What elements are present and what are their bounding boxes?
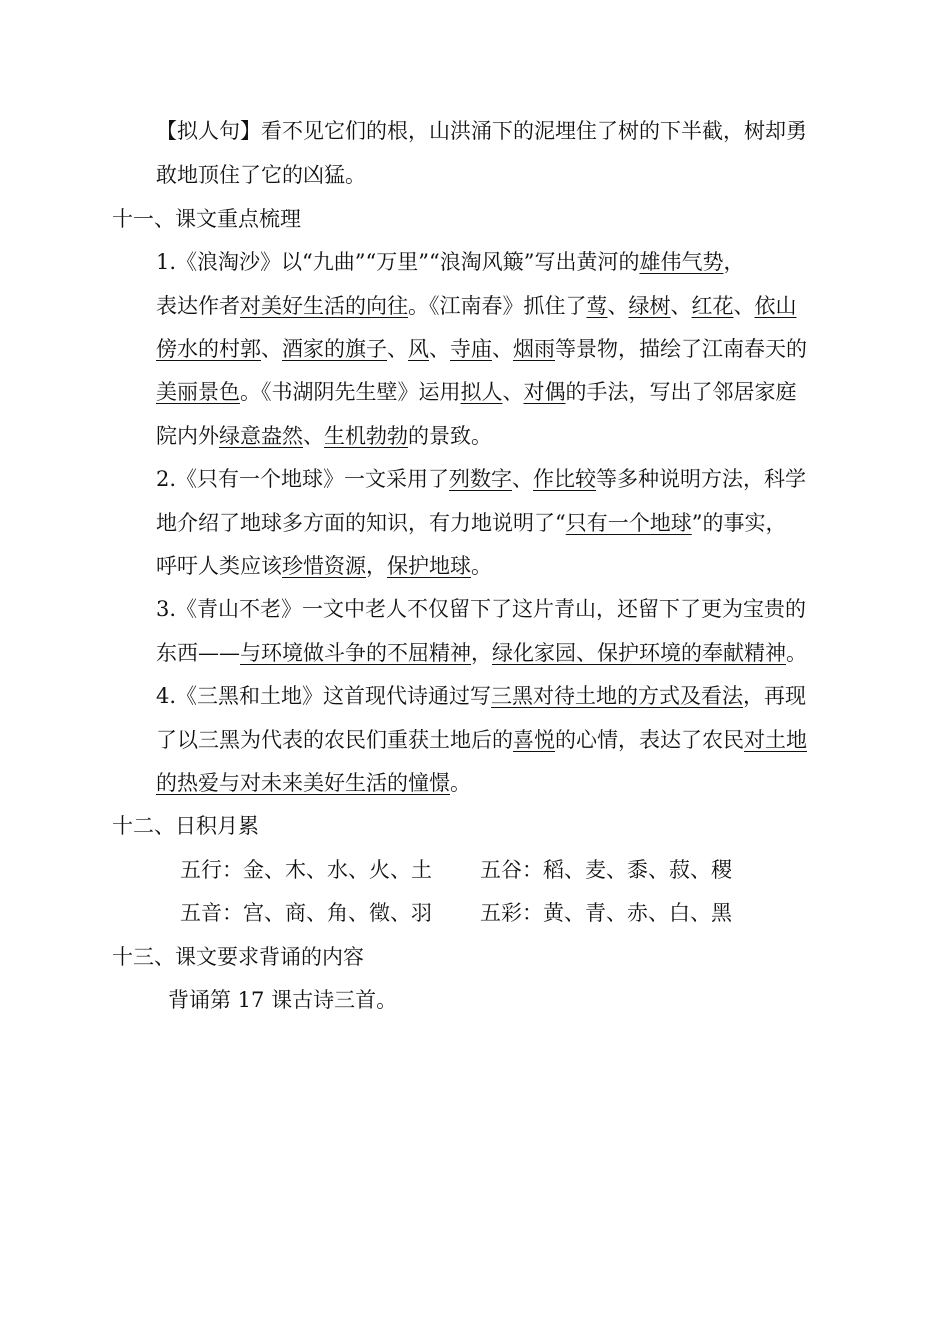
p2-line-2 [156,508,786,538]
p2-underlined: 珍惜资源 [282,554,366,578]
p1-underlined: 酒家的旗子 [282,337,387,361]
p1-text: 、 [492,337,513,361]
p3-underlined: 绿化家园、保护环境的奉献精神 [492,641,786,665]
p2-text: 、 [512,467,534,491]
accumulation-row-1 [180,855,732,885]
p1-text: 表达作者 [156,294,240,318]
personification-text-1: 看不见它们的根，山洪涌下的泥埋住了树的下半截，树却勇 [261,119,807,143]
p1-underlined: 生机勃勃 [324,424,408,448]
p4-text: 4.《三黑和土地》这首现代诗通过写 [156,684,492,708]
p2-text: 等多种说明方法，科学 [596,467,807,491]
p4-text: ，再现 [743,684,807,708]
p1-underlined: 莺 [586,294,608,318]
p2-underlined: 作比较 [533,467,597,491]
p2-text: 地介绍了地球多方面的知识，有力地说明了“ [156,511,566,535]
section-11-title: 十一、课文重点梳理 [112,207,301,231]
p1-underlined: 对美好生活的向往 [240,294,408,318]
p1-underlined: 雄伟气势 [639,250,724,274]
p2-text: 。 [471,554,492,578]
p4-text: 的心情，表达了农民 [555,728,744,752]
p1-text: 、 [429,337,450,361]
p1-underlined: 绿树 [628,294,671,318]
p1-text: 、 [607,294,629,318]
p1-text: 的景致。 [408,424,492,448]
p4-line-2 [156,725,807,755]
p2-text: ， [366,554,387,578]
personification-label: 【拟人句】 [156,119,261,143]
p1-underlined: 绿意盎然 [219,424,303,448]
personification-text-2: 敢地顶住了它的凶猛。 [156,163,366,187]
p1-underlined: 依山 [754,294,797,318]
p4-underlined: 的热爱与对未来美好生活的憧憬 [156,771,450,795]
p1-line-1 [156,247,744,277]
recitation-text: 背诵第 17 课古诗三首。 [168,988,398,1012]
five-elements: 五行：金、木、水、火、土 [180,858,432,882]
p4-underlined: 喜悦 [513,728,555,752]
p2-line-1 [156,464,806,494]
p1-underlined: 对偶 [523,380,566,404]
p3-underlined: 与环境做斗争的不屈精神 [240,641,471,665]
p1-text: 1.《浪淘沙》以“九曲”“万里”“浪淘风簸”写出黄河的 [156,250,640,274]
p1-text: 、 [733,294,755,318]
p2-underlined: 只有一个地球 [565,511,692,535]
p1-underlined: 烟雨 [513,337,555,361]
p1-underlined: 红花 [691,294,734,318]
p1-text: 、 [502,380,524,404]
p4-text: 。 [450,771,471,795]
p3-text: 3.《青山不老》一文中老人不仅留下了这片青山，还留下了更为宝贵的 [156,597,807,621]
p4-text: 了以三黑为代表的农民们重获土地后的 [156,728,513,752]
p2-text: ”的事实， [691,511,787,535]
p1-text: 等景物，描绘了江南春天的 [555,337,807,361]
p1-text: 。《书湖阴先生壁》运用 [240,380,461,404]
p1-line-5 [156,421,492,451]
p2-underlined: 列数字 [449,467,513,491]
p4-line-3 [156,768,471,798]
p1-text: 、 [303,424,324,448]
section-13-title: 十三、课文要求背诵的内容 [112,945,364,969]
p2-text: 2.《只有一个地球》一文采用了 [156,467,450,491]
p1-underlined: 拟人 [460,380,503,404]
p3-line-1 [156,594,806,624]
p1-line-2 [156,291,797,321]
p1-underlined: 美丽景色 [156,380,240,404]
p1-text: 、 [387,337,408,361]
p1-text: ， [723,250,745,274]
p4-underlined: 对土地 [744,728,807,752]
p2-text: 呼吁人类应该 [156,554,282,578]
p3-text: 。 [786,641,807,665]
p3-text: ， [471,641,492,665]
p1-underlined: 风 [408,337,429,361]
p2-line-3 [156,551,492,581]
p4-line-1 [156,681,806,711]
five-tones: 五音：宫、商、角、徵、羽 [180,901,432,925]
p1-text: 院内外 [156,424,219,448]
p2-underlined: 保护地球 [387,554,471,578]
personification-line-1 [156,116,807,146]
p1-text: 、 [670,294,692,318]
p1-text: 。《江南春》抓住了 [408,294,587,318]
p1-line-3 [156,334,807,364]
p3-text: 东西—— [156,641,240,665]
accumulation-row-2 [180,898,732,928]
section-12-title: 十二、日积月累 [112,814,259,838]
p1-text: 的手法，写出了邻居家庭 [565,380,797,404]
five-colors: 五彩：黄、青、赤、白、黑 [480,901,732,925]
p1-underlined: 傍水的村郭 [156,337,261,361]
p1-line-4 [156,377,797,407]
p1-text: 、 [261,337,282,361]
personification-line-2 [156,160,366,190]
p4-underlined: 三黑对待土地的方式及看法 [491,684,744,708]
p1-underlined: 寺庙 [450,337,492,361]
p3-line-2 [156,638,807,668]
five-grains: 五谷：稻、麦、黍、菽、稷 [480,858,732,882]
